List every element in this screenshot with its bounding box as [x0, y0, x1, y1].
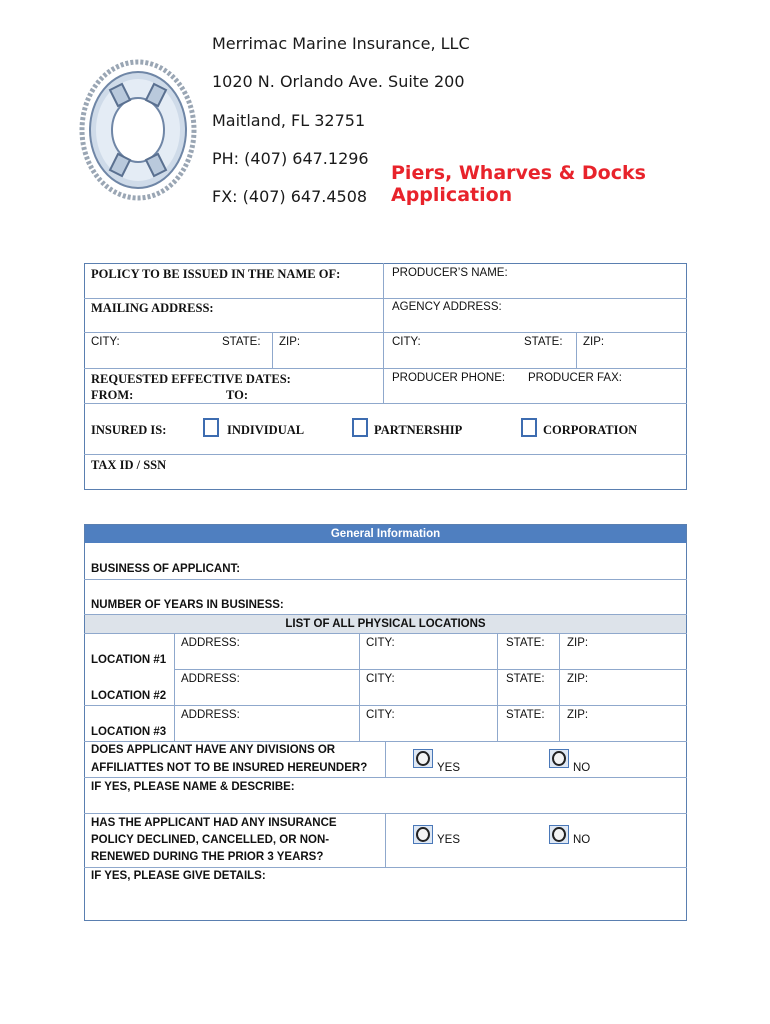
location-2-label: LOCATION #2	[91, 690, 167, 702]
declined-no-radio[interactable]	[549, 825, 569, 844]
divisions-no-label: NO	[573, 762, 591, 774]
divisions-yes-label: YES	[437, 762, 461, 774]
corporation-checkbox[interactable]	[521, 418, 537, 437]
company-fax: FX: (407) 647.4508	[212, 187, 368, 206]
location-2-city-label: CITY:	[366, 673, 395, 685]
mailing-address-label: MAILING ADDRESS:	[91, 301, 214, 315]
years-in-business-label: NUMBER OF YEARS IN BUSINESS:	[91, 599, 284, 611]
location-1-label: LOCATION #1	[91, 654, 167, 666]
divisions-question-line-1: DOES APPLICANT HAVE ANY DIVISIONS OR	[91, 744, 336, 756]
company-street: 1020 N. Orlando Ave. Suite 200	[212, 72, 465, 91]
form-title: Piers, Wharves & Docks Application	[391, 162, 646, 206]
partnership-checkbox[interactable]	[352, 418, 368, 437]
partnership-label: PARTNERSHIP	[374, 423, 463, 437]
city-label: CITY:	[91, 336, 120, 348]
effective-dates-label: REQUESTED EFFECTIVE DATES:	[91, 372, 291, 386]
corporation-label: CORPORATION	[543, 423, 638, 437]
company-logo	[76, 54, 200, 204]
location-3-zip-label: ZIP:	[567, 709, 589, 721]
business-of-applicant-label: BUSINESS OF APPLICANT:	[91, 563, 241, 575]
general-info-header: General Information	[85, 525, 686, 543]
producer-name-label: PRODUCER’S NAME:	[392, 267, 508, 279]
declined-question-line-3: RENEWED DURING THE PRIOR 3 YEARS?	[91, 851, 324, 863]
divisions-yes-radio[interactable]	[413, 749, 433, 768]
producer-fax-label: PRODUCER FAX:	[528, 372, 622, 384]
agency-zip-label: ZIP:	[583, 336, 605, 348]
company-city-state-zip: Maitland, FL 32751	[212, 111, 366, 130]
declined-no-label: NO	[573, 834, 591, 846]
zip-label: ZIP:	[279, 336, 301, 348]
producer-phone-label: PRODUCER PHONE:	[392, 372, 506, 384]
from-label: FROM:	[91, 388, 134, 402]
divisions-no-radio[interactable]	[549, 749, 569, 768]
to-label: TO:	[226, 388, 248, 402]
declined-question-line-2: POLICY DECLINED, CANCELLED, OR NON-	[91, 834, 330, 846]
agency-state-label: STATE:	[524, 336, 563, 348]
individual-checkbox[interactable]	[203, 418, 219, 437]
life-ring-icon	[76, 54, 200, 204]
company-phone: PH: (407) 647.1296	[212, 149, 369, 168]
insured-is-label: INSURED IS:	[91, 423, 167, 437]
locations-header: LIST OF ALL PHYSICAL LOCATIONS	[85, 615, 686, 633]
location-3-city-label: CITY:	[366, 709, 395, 721]
location-3-label: LOCATION #3	[91, 726, 167, 738]
agency-address-label: AGENCY ADDRESS:	[392, 301, 502, 313]
divisions-question-line-2: AFFILIATTES NOT TO BE INSURED HEREUNDER?	[91, 762, 368, 774]
location-1-address-label: ADDRESS:	[181, 637, 240, 649]
declined-yes-label: YES	[437, 834, 461, 846]
divisions-followup-label: IF YES, PLEASE NAME & DESCRIBE:	[91, 781, 295, 793]
insured-name-label: POLICY TO BE ISSUED IN THE NAME OF:	[91, 267, 341, 281]
location-2-address-label: ADDRESS:	[181, 673, 240, 685]
agency-city-label: CITY:	[392, 336, 421, 348]
location-1-city-label: CITY:	[366, 637, 395, 649]
declined-question-line-1: HAS THE APPLICANT HAD ANY INSURANCE	[91, 817, 337, 829]
tax-id-label: TAX ID / SSN	[91, 458, 167, 472]
location-3-state-label: STATE:	[506, 709, 545, 721]
declined-yes-radio[interactable]	[413, 825, 433, 844]
declined-followup-label: IF YES, PLEASE GIVE DETAILS:	[91, 870, 266, 882]
company-name: Merrimac Marine Insurance, LLC	[212, 34, 470, 53]
location-2-state-label: STATE:	[506, 673, 545, 685]
location-2-zip-label: ZIP:	[567, 673, 589, 685]
location-1-zip-label: ZIP:	[567, 637, 589, 649]
location-3-address-label: ADDRESS:	[181, 709, 240, 721]
state-label: STATE:	[222, 336, 261, 348]
individual-label: INDIVIDUAL	[227, 423, 305, 437]
location-1-state-label: STATE:	[506, 637, 545, 649]
